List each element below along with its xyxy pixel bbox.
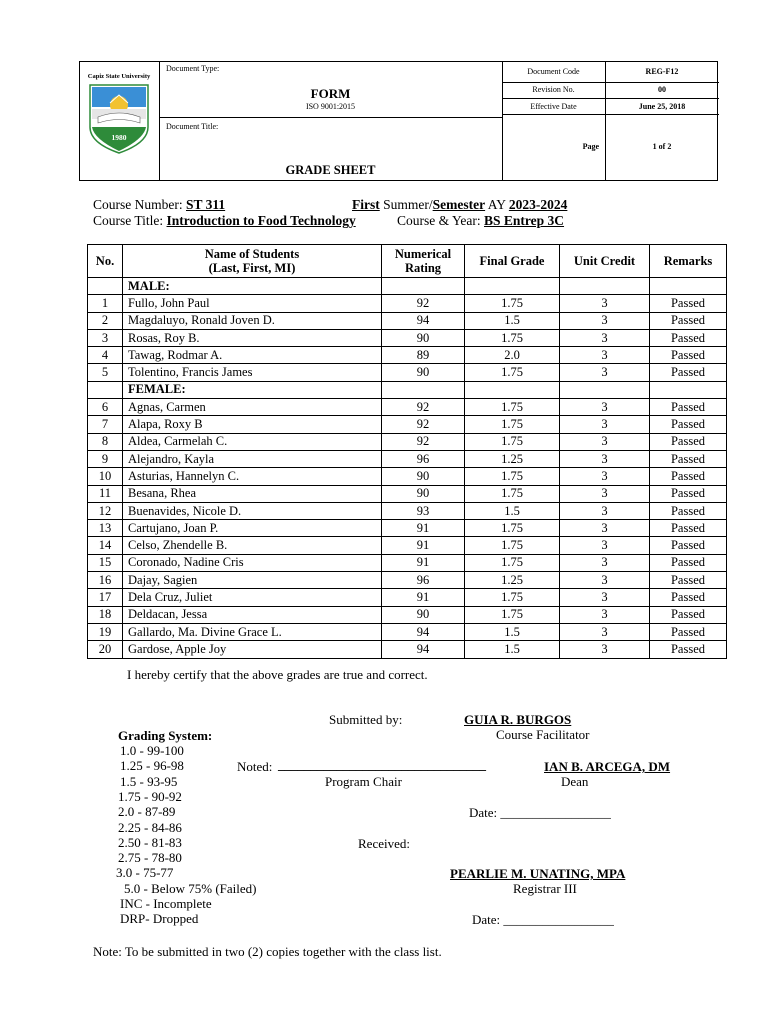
page-value: 1 of 2 (652, 142, 672, 151)
row-number: 8 (88, 433, 123, 450)
numerical-rating: 91 (382, 554, 465, 571)
course-number-label: Course Number: (93, 197, 183, 212)
final-grade: 1.75 (465, 468, 560, 485)
logo-university-name: Capiz State University (87, 73, 151, 80)
registrar-name: PEARLIE M. UNATING, MPA (450, 866, 626, 881)
course-title-line (93, 213, 356, 229)
col-header-name: Name of Students (Last, First, MI) (123, 245, 382, 278)
student-name: Dela Cruz, Juliet (123, 589, 382, 606)
grading-item: 2.50 - 81-83 (118, 834, 182, 850)
remarks: Passed (650, 572, 727, 589)
remarks: Passed (650, 502, 727, 519)
final-grade: 1.75 (465, 416, 560, 433)
final-grade: 1.5 (465, 623, 560, 640)
table-cell (560, 381, 650, 398)
numerical-rating: 92 (382, 399, 465, 416)
grading-item: 1.5 - 93-95 (120, 773, 178, 789)
row-number: 7 (88, 416, 123, 433)
unit-credit: 3 (560, 572, 650, 589)
table-row (88, 502, 727, 519)
final-grade: 1.75 (465, 589, 560, 606)
grading-item: 1.0 - 99-100 (120, 743, 184, 758)
unit-credit: 3 (560, 416, 650, 433)
table-cell (650, 381, 727, 398)
table-row (88, 537, 727, 554)
col-header-no: No. (88, 245, 123, 278)
unit-credit: 3 (560, 485, 650, 502)
remarks: Passed (650, 312, 727, 329)
col-header-rating: Numerical Rating (382, 245, 465, 278)
table-cell (382, 278, 465, 295)
program-chair-label: Program Chair (325, 774, 402, 789)
final-grade: 1.5 (465, 641, 560, 658)
table-cell (650, 278, 727, 295)
doc-title-label: Document Title: (166, 122, 219, 131)
student-name: Alejandro, Kayla (123, 450, 382, 467)
row-number: 19 (88, 623, 123, 640)
noted-signature-line: ________________________________ (278, 757, 486, 772)
university-logo (82, 67, 156, 157)
remarks: Passed (650, 468, 727, 485)
date-field-1: Date: _________________ (469, 805, 611, 820)
table-row (88, 520, 727, 537)
term-line (352, 197, 567, 213)
student-name: Buenavides, Nicole D. (123, 502, 382, 519)
numerical-rating: 90 (382, 329, 465, 346)
table-cell (382, 381, 465, 398)
col-header-unit-credit: Unit Credit (560, 245, 650, 278)
noted-label: Noted: (237, 759, 273, 774)
remarks: Passed (650, 606, 727, 623)
unit-credit: 3 (560, 623, 650, 640)
final-grade: 1.75 (465, 554, 560, 571)
table-row (88, 399, 727, 416)
remarks: Passed (650, 329, 727, 346)
certification-text: I hereby certify that the above grades are true and correct. (127, 667, 428, 682)
unit-credit: 3 (560, 433, 650, 450)
course-number-line (93, 197, 225, 213)
table-row (88, 641, 727, 658)
remarks: Passed (650, 347, 727, 364)
remarks: Passed (650, 520, 727, 537)
final-grade: 1.75 (465, 606, 560, 623)
table-group-row (88, 278, 727, 295)
date-field-2: Date: _________________ (472, 912, 614, 927)
grading-item: 5.0 - Below 75% (Failed) (124, 880, 257, 896)
effective-date-label: Effective Date (530, 102, 577, 111)
course-year: BS Entrep 3C (484, 213, 565, 228)
student-name: Gardose, Apple Joy (123, 641, 382, 658)
course-number: ST 311 (185, 197, 226, 212)
remarks: Passed (650, 641, 727, 658)
row-number: 1 (88, 295, 123, 312)
table-cell (560, 278, 650, 295)
final-grade: 2.0 (465, 347, 560, 364)
numerical-rating: 92 (382, 416, 465, 433)
remarks: Passed (650, 554, 727, 571)
table-cell (465, 278, 560, 295)
final-grade: 1.25 (465, 450, 560, 467)
numerical-rating: 94 (382, 623, 465, 640)
table-row (88, 450, 727, 467)
row-number: 5 (88, 364, 123, 381)
remarks: Passed (650, 416, 727, 433)
student-name: Rosas, Roy B. (123, 329, 382, 346)
table-row (88, 589, 727, 606)
logo-emblem-icon (88, 83, 150, 155)
doc-type-value: FORM (310, 86, 351, 101)
numerical-rating: 91 (382, 589, 465, 606)
final-grade: 1.75 (465, 520, 560, 537)
row-number: 16 (88, 572, 123, 589)
final-grade: 1.75 (465, 295, 560, 312)
group-label: MALE: (123, 278, 382, 295)
course-year-line (397, 213, 564, 229)
numerical-rating: 90 (382, 485, 465, 502)
remarks: Passed (650, 364, 727, 381)
submitted-by-role: Course Facilitator (496, 727, 590, 742)
grading-item: 1.25 - 96-98 (120, 758, 184, 774)
grading-item: INC - Incomplete (120, 896, 212, 911)
unit-credit: 3 (560, 554, 650, 571)
unit-credit: 3 (560, 329, 650, 346)
row-number: 3 (88, 329, 123, 346)
submission-note: Note: To be submitted in two (2) copies together with the class list. (93, 944, 442, 959)
student-name: Fullo, John Paul (123, 295, 382, 312)
col-header-remarks: Remarks (650, 245, 727, 278)
table-row (88, 364, 727, 381)
numerical-rating: 96 (382, 450, 465, 467)
unit-credit: 3 (560, 502, 650, 519)
numerical-rating: 92 (382, 295, 465, 312)
doc-type-label: Document Type: (166, 64, 220, 73)
student-name: Deldacan, Jessa (123, 606, 382, 623)
remarks: Passed (650, 485, 727, 502)
grading-item: 2.75 - 78-80 (118, 850, 182, 866)
table-row (88, 485, 727, 502)
table-row (88, 347, 727, 364)
row-number: 9 (88, 450, 123, 467)
remarks: Passed (650, 623, 727, 640)
unit-credit: 3 (560, 450, 650, 467)
numerical-rating: 94 (382, 312, 465, 329)
student-name: Tawag, Rodmar A. (123, 347, 382, 364)
remarks: Passed (650, 295, 727, 312)
page-label: Page (582, 142, 599, 151)
grading-item: 2.25 - 84-86 (118, 819, 182, 835)
numerical-rating: 91 (382, 520, 465, 537)
unit-credit: 3 (560, 399, 650, 416)
table-row (88, 433, 727, 450)
row-number: 15 (88, 554, 123, 571)
term-first: First (352, 197, 380, 212)
unit-credit: 3 (560, 364, 650, 381)
numerical-rating: 89 (382, 347, 465, 364)
submitted-by-name: GUIA R. BURGOS (464, 712, 572, 727)
student-name: Aldea, Carmelah C. (123, 433, 382, 450)
remarks: Passed (650, 433, 727, 450)
table-row (88, 416, 727, 433)
numerical-rating: 90 (382, 468, 465, 485)
grades-table (87, 244, 727, 659)
unit-credit: 3 (560, 468, 650, 485)
unit-credit: 3 (560, 537, 650, 554)
table-row (88, 623, 727, 640)
dean-role: Dean (561, 774, 589, 789)
table-cell (88, 278, 123, 295)
course-title: Introduction to Food Technology (166, 213, 356, 228)
course-title-label: Course Title: (93, 213, 164, 228)
effective-date-value: June 25, 2018 (638, 102, 686, 111)
final-grade: 1.75 (465, 485, 560, 502)
unit-credit: 3 (560, 312, 650, 329)
academic-year: 2023-2024 (508, 197, 568, 212)
doc-title-value: GRADE SHEET (285, 163, 376, 177)
row-number: 2 (88, 312, 123, 329)
term-summer: Summer/ (379, 197, 433, 212)
course-year-label: Course & Year: (397, 213, 481, 228)
table-row (88, 554, 727, 571)
numerical-rating: 94 (382, 641, 465, 658)
numerical-rating: 90 (382, 364, 465, 381)
grading-item: DRP- Dropped (120, 911, 199, 927)
table-header-row (88, 245, 727, 278)
final-grade: 1.75 (465, 329, 560, 346)
student-name: Magdaluyo, Ronald Joven D. (123, 312, 382, 329)
logo-year: 1980 (111, 133, 127, 142)
unit-credit: 3 (560, 606, 650, 623)
col-header-final-grade: Final Grade (465, 245, 560, 278)
remarks: Passed (650, 450, 727, 467)
table-row (88, 606, 727, 623)
row-number: 12 (88, 502, 123, 519)
row-number: 18 (88, 606, 123, 623)
table-group-row (88, 381, 727, 398)
final-grade: 1.25 (465, 572, 560, 589)
row-number: 14 (88, 537, 123, 554)
numerical-rating: 91 (382, 537, 465, 554)
final-grade: 1.75 (465, 364, 560, 381)
table-row (88, 329, 727, 346)
grading-item: 1.75 - 90-92 (118, 788, 182, 804)
remarks: Passed (650, 399, 727, 416)
final-grade: 1.75 (465, 537, 560, 554)
student-name: Coronado, Nadine Cris (123, 554, 382, 571)
row-number: 20 (88, 641, 123, 658)
numerical-rating: 93 (382, 502, 465, 519)
dean-name: IAN B. ARCEGA, DM (544, 759, 671, 774)
final-grade: 1.5 (465, 502, 560, 519)
row-number: 11 (88, 485, 123, 502)
numerical-rating: 92 (382, 433, 465, 450)
table-cell (88, 381, 123, 398)
numerical-rating: 96 (382, 572, 465, 589)
row-number: 10 (88, 468, 123, 485)
submitted-by-label: Submitted by: (329, 712, 403, 727)
received-label: Received: (358, 836, 410, 851)
term-semester: Semester (432, 197, 486, 212)
registrar-role: Registrar III (513, 881, 577, 896)
remarks: Passed (650, 589, 727, 606)
row-number: 17 (88, 589, 123, 606)
document-header (79, 61, 718, 181)
student-name: Dajay, Sagien (123, 572, 382, 589)
student-name: Asturias, Hannelyn C. (123, 468, 382, 485)
final-grade: 1.5 (465, 312, 560, 329)
grading-system-title: Grading System: (118, 728, 213, 743)
remarks: Passed (650, 537, 727, 554)
numerical-rating: 90 (382, 606, 465, 623)
doc-code-label: Document Code (527, 67, 580, 76)
group-label: FEMALE: (123, 381, 382, 398)
revision-value: 00 (658, 85, 666, 94)
table-row (88, 312, 727, 329)
table-cell (465, 381, 560, 398)
student-name: Gallardo, Ma. Divine Grace L. (123, 623, 382, 640)
row-number: 13 (88, 520, 123, 537)
table-row (88, 295, 727, 312)
doc-code-value: REG-F12 (645, 67, 679, 76)
table-row (88, 468, 727, 485)
unit-credit: 3 (560, 295, 650, 312)
row-number: 6 (88, 399, 123, 416)
unit-credit: 3 (560, 347, 650, 364)
unit-credit: 3 (560, 641, 650, 658)
revision-label: Revision No. (532, 85, 575, 94)
student-name: Tolentino, Francis James (123, 364, 382, 381)
student-name: Besana, Rhea (123, 485, 382, 502)
final-grade: 1.75 (465, 433, 560, 450)
table-row (88, 572, 727, 589)
iso-label: ISO 9001:2015 (305, 102, 356, 111)
ay-label: AY (485, 197, 509, 212)
student-name: Agnas, Carmen (123, 399, 382, 416)
student-name: Celso, Zhendelle B. (123, 537, 382, 554)
final-grade: 1.75 (465, 399, 560, 416)
student-name: Cartujano, Joan P. (123, 520, 382, 537)
unit-credit: 3 (560, 520, 650, 537)
student-name: Alapa, Roxy B (123, 416, 382, 433)
grading-item: 2.0 - 87-89 (118, 804, 176, 820)
row-number: 4 (88, 347, 123, 364)
grading-item: 3.0 - 75-77 (116, 865, 174, 881)
unit-credit: 3 (560, 589, 650, 606)
